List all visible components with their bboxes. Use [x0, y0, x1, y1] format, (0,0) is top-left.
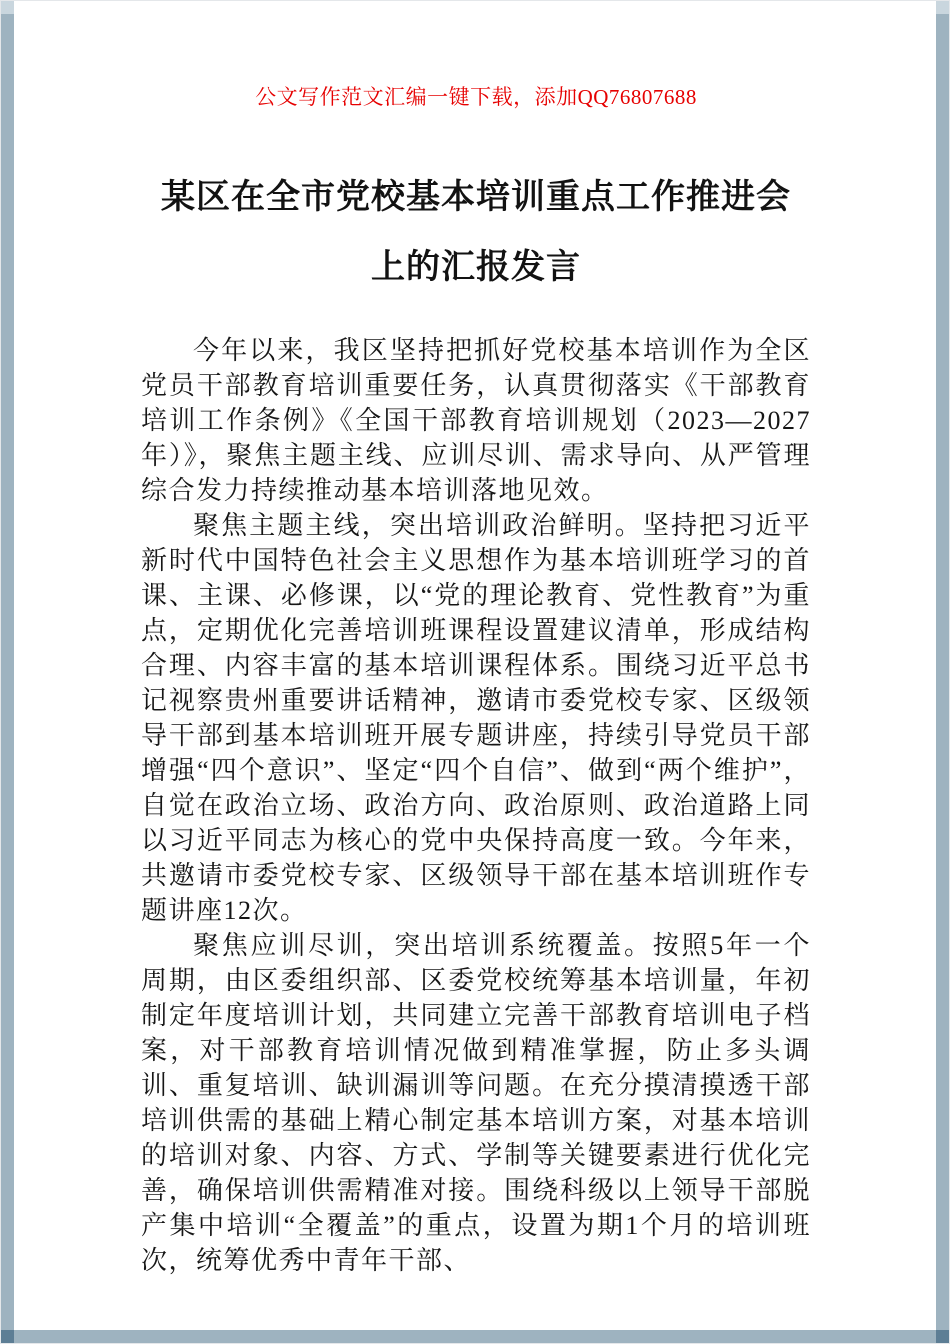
promo-notice: 公文写作范文汇编一键下载，添加QQ76807688	[255, 85, 697, 109]
page-corner-bottom-right	[936, 1330, 949, 1343]
page-edge-bottom	[14, 1330, 936, 1343]
document-content	[141, 1, 811, 1278]
document-body	[141, 333, 811, 1278]
page-edge-right	[936, 14, 949, 1330]
page-corner-bottom-left	[1, 1330, 14, 1343]
body-paragraph-3: 聚焦应训尽训，突出培训系统覆盖。按照5年一个周期，由区委组织部、区委党校统筹基本培训量，年初制定年度培训计划，共同建立完善干部教育培训电子档案，对干部教育培训情况做到精准掌握，防止多头调训、重复培训、缺训漏训等问题。在充分摸清摸透干部培训供需的基础上精心制定基本培训方案，对基本培训的培训对象、内容、方式、学制等关键要素进行优化完善，确保培训供需精准对接。围绕科级以上领导干部脱产集中培训“全覆盖”的重点，设置为期1个月的培训班次，统筹优秀中青年干部、	[141, 931, 811, 1275]
page-edge-left	[1, 14, 14, 1330]
page-corner-top-right	[936, 1, 949, 14]
body-paragraph-1: 今年以来，我区坚持把抓好党校基本培训作为全区党员干部教育培训重要任务，认真贯彻落实《干部教育培训工作条例》《全国干部教育培训规划（2023—2027年）》，聚焦主题主线、应训尽训、需求导向、从严管理综合发力持续推动基本培训落地见效。	[141, 336, 811, 505]
document-title	[141, 163, 811, 303]
title-line-2: 上的汇报发言	[371, 249, 581, 286]
body-paragraph-2: 聚焦主题主线，突出培训政治鲜明。坚持把习近平新时代中国特色社会主义思想作为基本培训班学习的首课、主课、必修课，以“党的理论教育、党性教育”为重点，定期优化完善培训班课程设置建议清单，形成结构合理、内容丰富的基本培训课程体系。围绕习近平总书记视察贵州重要讲话精神，邀请市委党校专家、区级领导干部到基本培训班开展专题讲座，持续引导党员干部增强“四个意识”、坚定“四个自信”、做到“两个维护”，自觉在政治立场、政治方向、政治原则、政治道路上同以习近平同志为核心的党中央保持高度一致。今年来，共邀请市委党校专家、区级领导干部在基本培训班作专题讲座12次。	[141, 511, 811, 925]
title-line-1: 某区在全市党校基本培训重点工作推进会	[161, 179, 791, 216]
page-corner-top-left	[1, 1, 14, 14]
